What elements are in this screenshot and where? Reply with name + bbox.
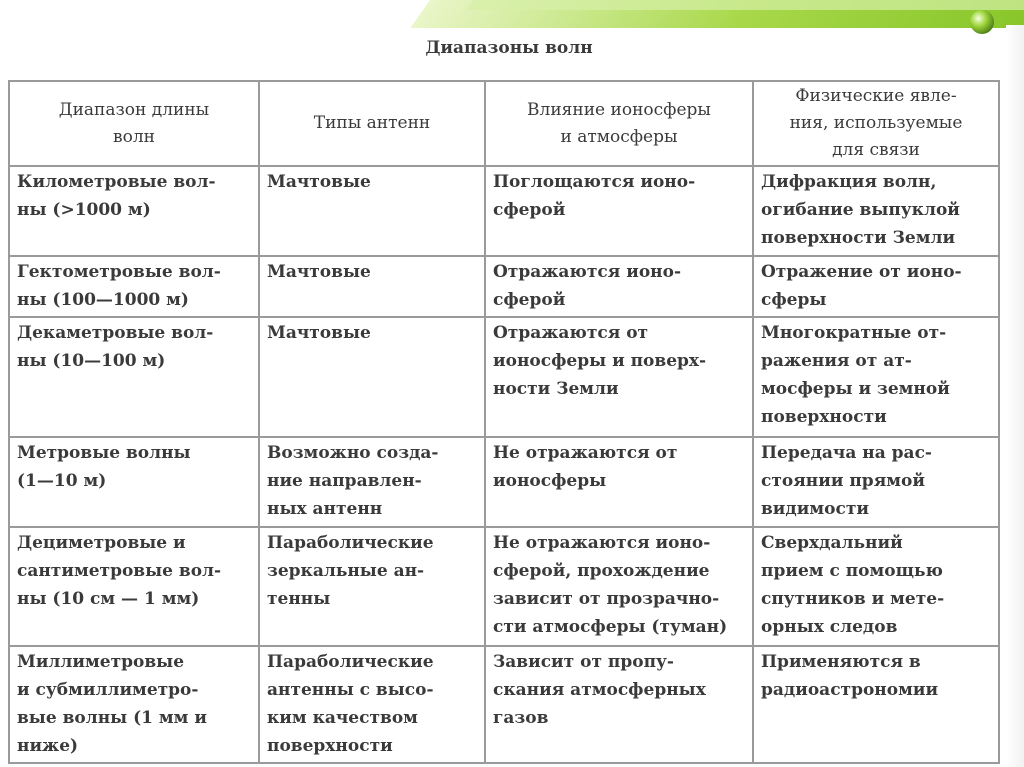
cell-influence: Поглощаются ионо- сферой <box>485 166 753 256</box>
cell-antenna: Мачтовые <box>259 256 485 317</box>
header-phenomena: Физические явле- ния, используемые для связи <box>753 81 999 166</box>
table-row <box>9 256 999 317</box>
page-title: Диапазоны волн <box>425 38 593 58</box>
wave-ranges-table <box>8 80 1000 764</box>
cell-range: Гектометровые вол- ны (100—1000 м) <box>9 256 259 317</box>
cell-antenna: Параболические зеркальные ан- тенны <box>259 527 485 646</box>
cell-range: Декаметровые вол- ны (10—100 м) <box>9 317 259 437</box>
cell-phenomena: Передача на рас- стоянии прямой видимости <box>753 437 999 527</box>
cell-influence: Не отражаются от ионосферы <box>485 437 753 527</box>
cell-influence: Отражаются ионо- сферой <box>485 256 753 317</box>
table-row <box>9 317 999 437</box>
table-row <box>9 646 999 763</box>
slide-decor-stripe-light <box>466 0 1024 10</box>
cell-phenomena: Отражение от ионо- сферы <box>753 256 999 317</box>
table-row <box>9 166 999 256</box>
table-header-row <box>9 81 999 166</box>
green-sphere-icon <box>970 10 994 34</box>
cell-influence: Не отражаются ионо- сферой, прохождение зависит от прозрачно- сти атмосферы (туман) <box>485 527 753 646</box>
cell-antenna: Мачтовые <box>259 317 485 437</box>
cell-range: Метровые волны (1—10 м) <box>9 437 259 527</box>
header-range: Диапазон длины волн <box>9 81 259 166</box>
cell-range: Миллиметровые и субмиллиметро- вые волны (1 мм и ниже) <box>9 646 259 763</box>
table-row <box>9 527 999 646</box>
cell-phenomena: Применяются в радиоастрономии <box>753 646 999 763</box>
cell-influence: Отражаются от ионосферы и поверх- ности Земли <box>485 317 753 437</box>
cell-phenomena: Сверхдальний прием с помощью спутников и мете- орных следов <box>753 527 999 646</box>
cell-range: Дециметровые и сантиметровые вол- ны (10 см — 1 мм) <box>9 527 259 646</box>
cell-phenomena: Многократные от- ражения от ат- мосферы и земной поверхности <box>753 317 999 437</box>
cell-antenna: Мачтовые <box>259 166 485 256</box>
header-antenna: Типы антенн <box>259 81 485 166</box>
cell-range: Километровые вол- ны (>1000 м) <box>9 166 259 256</box>
cell-antenna: Параболические антенны с высо- ким качеством поверхности <box>259 646 485 763</box>
header-influence: Влияние ионосферы и атмосферы <box>485 81 753 166</box>
cell-antenna: Возможно созда- ние направлен- ных антенн <box>259 437 485 527</box>
wave-ranges-table-container <box>8 80 1000 764</box>
page-edge-shadow <box>1006 25 1024 767</box>
cell-phenomena: Дифракция волн, огибание выпуклой поверхности Земли <box>753 166 999 256</box>
table-row <box>9 437 999 527</box>
cell-influence: Зависит от пропу- скания атмосферных газов <box>485 646 753 763</box>
